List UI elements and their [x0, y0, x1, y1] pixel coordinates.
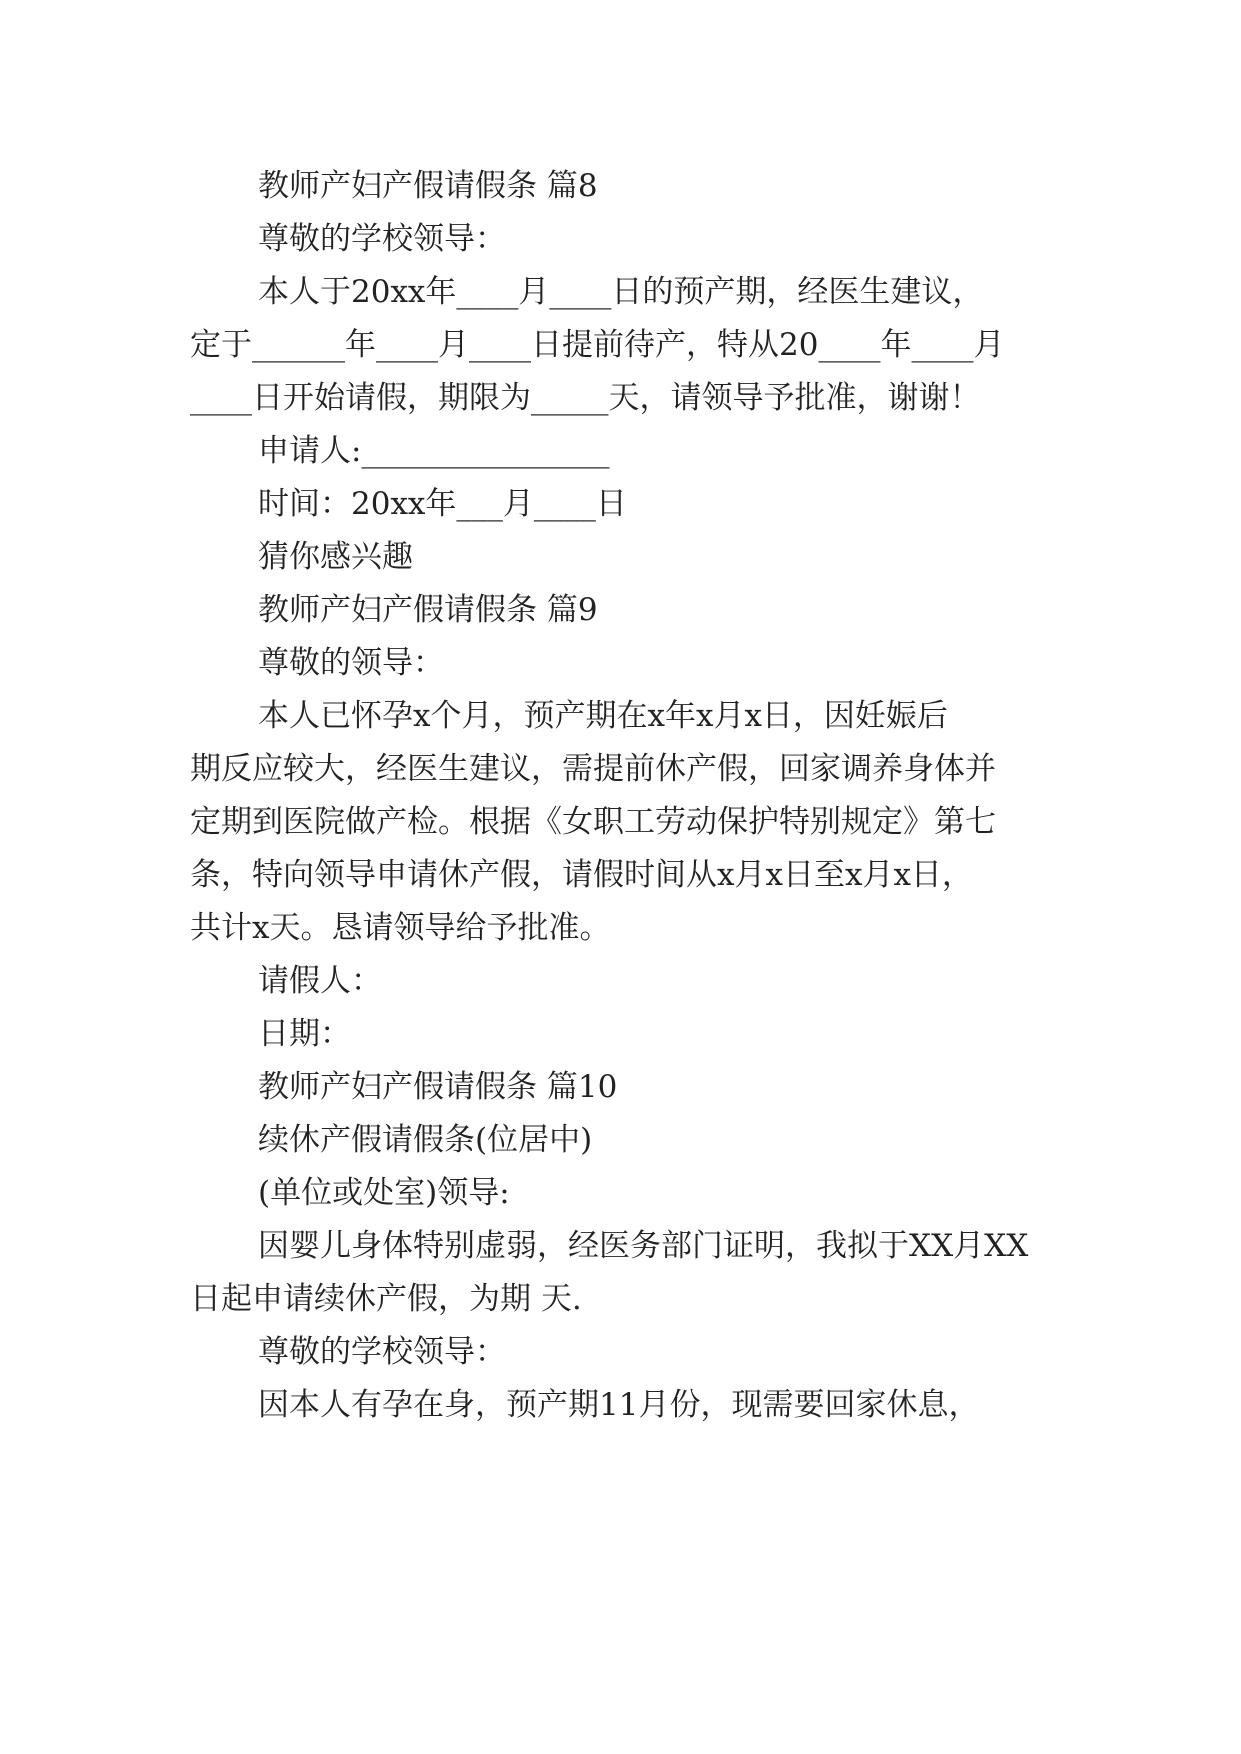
body-line: ____日开始请假，期限为_____天，请领导予批准，谢谢！ [190, 380, 981, 416]
body-line: 条，特向领导申请休产假，请假时间从x月x日至x月x日， [190, 857, 973, 893]
applicant-line: 申请人:________________ [258, 433, 610, 469]
section-heading: 教师产妇产假请假条 篇9 [258, 592, 598, 628]
body-line: 期反应较大，经医生建议，需提前休产假，回家调养身体并 [190, 751, 996, 787]
related-heading: 猜你感兴趣 [258, 539, 413, 575]
body-line: 因本人有孕在身，预产期11月份，现需要回家休息， [258, 1387, 980, 1423]
salutation: 尊敬的学校领导： [258, 1334, 506, 1370]
date-line: 时间：20xx年___月____日 [258, 486, 627, 522]
section-heading: 教师产妇产假请假条 篇8 [258, 168, 598, 204]
body-line: 定于______年____月____日提前待产，特从20____年____月 [190, 327, 1005, 363]
body-line: 因婴儿身体特别虚弱，经医务部门证明，我拟于XX月XX [258, 1228, 1029, 1264]
body-line: 本人于20xx年____月____日的预产期，经医生建议， [258, 274, 984, 310]
date-line: 日期： [258, 1016, 351, 1052]
salutation: 尊敬的领导： [258, 645, 444, 681]
salutation: (单位或处室)领导: [258, 1175, 510, 1211]
applicant-line: 请假人： [258, 963, 382, 999]
subtitle: 续休产假请假条(位居中) [258, 1122, 593, 1158]
body-line: 定期到医院做产检。根据《女职工劳动保护特别规定》第七 [190, 804, 996, 840]
body-line: 本人已怀孕x个月，预产期在x年x月x日，因妊娠后 [258, 698, 948, 734]
salutation: 尊敬的学校领导： [258, 221, 506, 257]
body-line: 共计x天。恳请领导给予批准。 [190, 910, 611, 946]
body-line: 日起申请续休产假，为期 天. [190, 1281, 582, 1317]
section-heading: 教师产妇产假请假条 篇10 [258, 1069, 618, 1105]
